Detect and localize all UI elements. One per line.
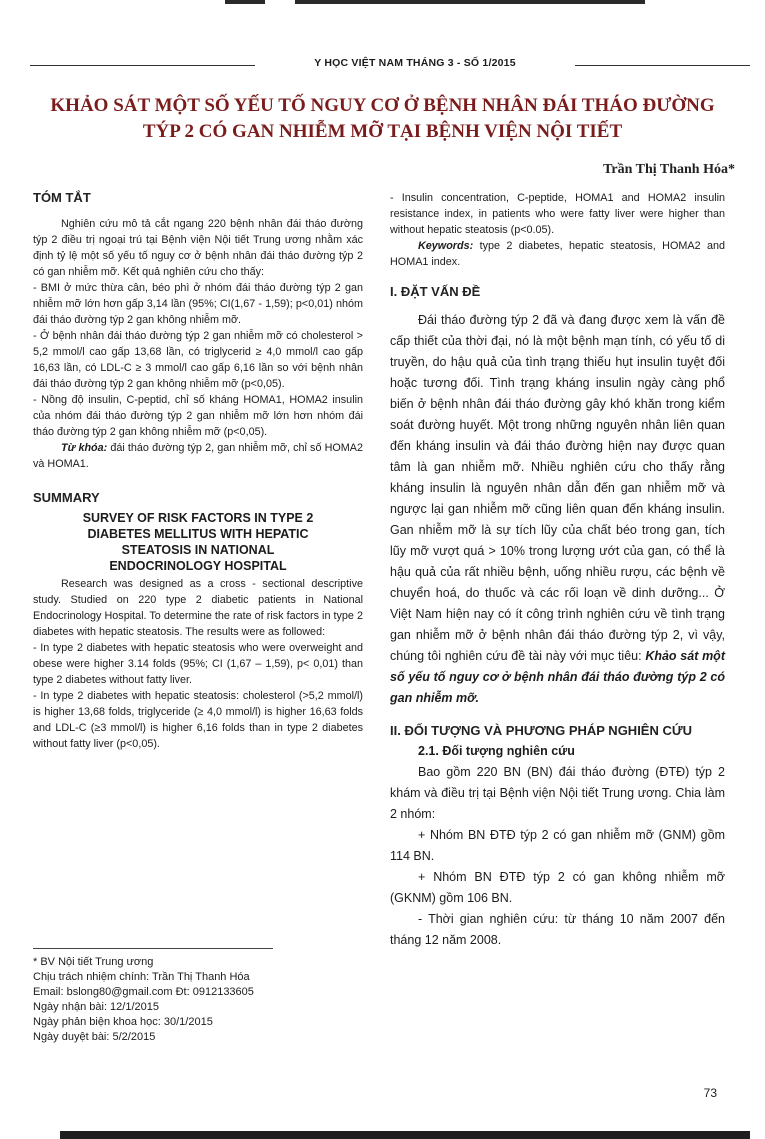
summary-bullet-3: - Insulin concentration, C-peptide, HOMA1 and HOMA2 insulin resistance index, in patients who were fatty liver were higher than without hepatic steatosis (p<0.05). — [390, 192, 725, 236]
title-line-1: KHẢO SÁT MỘT SỐ YẾU TỐ NGUY CƠ Ở BỆNH NHÂN ĐÁI THÁO ĐƯỜNG — [50, 95, 715, 116]
abstract-bullet-2: - Ở bệnh nhân đái tháo đường týp 2 gan nhiễm mỡ có cholesterol > 5,2 mmol/l cao gấp 13,68 lần, có triglycerid ≥ 4,0 mmol/l cao gấp 16,63 lần, có LDL-C ≥ 3 mmol/l cao gấp 6,16 lần so với bệnh nhân đái tháo đường týp 2 gan không nhiễm mỡ (p<0,05). — [33, 330, 363, 390]
summary-bullet-2: - In type 2 diabetes with hepatic steatosis: cholesterol (>5,2 mmol/l) is higher 13,68 folds, triglyceride (≥ 4,0 mmol/l) is higher 16,63 folds and LDL-C (≥3 mmol/l) is higher 6,16 folds than in type 2 diabetes without fatty liver (p<0,05). — [33, 690, 363, 750]
footnote-reviewed: Ngày phản biện khoa học: 30/1/2015 — [33, 1016, 213, 1028]
author-name: Trần Thị Thanh Hóa* — [603, 162, 735, 177]
section-2-p4: - Thời gian nghiên cứu: từ tháng 10 năm 2007 đến tháng 12 năm 2008. — [390, 912, 725, 947]
footnote-accepted: Ngày duyệt bài: 5/2/2015 — [33, 1031, 156, 1043]
section-1-paragraph — [390, 310, 725, 709]
page-number: 73 — [703, 1086, 717, 1100]
summary-bullet-1: - In type 2 diabetes with hepatic steatosis who were overweight and obese were higher 3.14 folds (95%; CI (1,67 – 1,59), p< 0,01) than type 2 diabetes without fatty liver. — [33, 642, 363, 686]
section-2-1-heading: 2.1. Đối tượng nghiên cứu — [418, 744, 575, 758]
footnote-affiliation: * BV Nội tiết Trung ương — [33, 956, 154, 968]
abstract-intro: Nghiên cứu mô tả cắt ngang 220 bệnh nhân đái tháo đường týp 2 điều trị ngoại trú tại Bệnh viện Nội tiết Trung ương nhằm xác định tỷ lệ một số yếu tố nguy cơ ở bệnh nhân đái tháo đường týp 2 có gan nhiễm mỡ. Kết quả nghiên cứu cho thấy: — [33, 218, 363, 278]
summary-intro: Research was designed as a cross - sectional descriptive study. Studied on 220 type 2 diabetic patients in National Endocrinology Hospital. To determine the rate of risk factors in type 2 diabetes with hepatic steatosis. The results were as followed: — [33, 578, 363, 638]
keywords-label: Từ khóa: — [61, 442, 108, 454]
scan-artifact-top — [225, 0, 645, 4]
summary-title-line-4: ENDOCRINOLOGY HOSPITAL — [109, 559, 287, 573]
section-2-heading: II. ĐỐI TƯỢNG VÀ PHƯƠNG PHÁP NGHIÊN CỨU — [390, 723, 693, 738]
title-line-2: TÝP 2 CÓ GAN NHIỄM MỠ TẠI BỆNH VIỆN NỘI TIẾT — [142, 121, 623, 142]
section-1-heading: I. ĐẶT VẤN ĐỀ — [390, 284, 481, 299]
summary-title-line-2: DIABETES MELLITUS WITH HEPATIC — [87, 527, 309, 541]
journal-header: Y HỌC VIỆT NAM THÁNG 3 - SỐ 1/2015 — [314, 57, 516, 69]
footnote-received: Ngày nhận bài: 12/1/2015 — [33, 1001, 159, 1013]
keywords-label-en: Keywords: — [418, 240, 474, 252]
footnote-corresponding: Chịu trách nhiệm chính: Trần Thị Thanh Hóa — [33, 971, 250, 983]
section-1-objective: Khảo sát một số yếu tố nguy cơ ở bệnh nhân đái tháo đường týp 2 có gan nhiễm mỡ. — [390, 649, 725, 705]
abstract-keywords — [33, 440, 363, 472]
section-2-p3: + Nhóm BN ĐTĐ týp 2 có gan không nhiễm mỡ (GKNM) gồm 106 BN. — [390, 870, 725, 905]
summary-title-line-3: STEATOSIS IN NATIONAL — [121, 543, 275, 557]
summary-title — [33, 510, 363, 574]
keywords-text-en: type 2 diabetes, hepatic steatosis, HOMA2 and HOMA1 index. — [390, 240, 725, 268]
running-head — [30, 57, 750, 73]
summary-keywords — [390, 238, 725, 270]
footnote — [33, 948, 333, 1045]
section-2-p1: Bao gồm 220 BN (BN) đái tháo đường (ĐTĐ) týp 2 khám và điều trị tại Bệnh viện Nội tiết Trung ương. Chia làm 2 nhóm: — [390, 765, 725, 821]
keywords-text: đái tháo đường týp 2, gan nhiễm mỡ, chỉ số HOMA2 và HOMA1. — [33, 442, 363, 470]
section-2-p2: + Nhóm BN ĐTĐ týp 2 có gan nhiễm mỡ (GNM) gồm 114 BN. — [390, 828, 725, 863]
section-1-body: Đái tháo đường týp 2 đã và đang được xem là vấn đề cấp thiết của thời đại, nó là một bệnh mạn tính, có yếu tố di truyền, do hậu quả của tình trạng thiếu hụt insulin tuyệt đối hoặc tương đối. Tình trạng kháng insulin ngày càng phổ biến ở bệnh nhân đái tháo đường gây khó khăn trong kiểm soát đường huyết. Một trong những nguyên nhân liên quan đến kháng insulin và đái tháo đường hiện nay được quan tâm là gan nhiễm mỡ. Nhiều nghiên cứu cho thấy rằng kháng insulin là nguyên nhân dẫn đến gan nhiễm mỡ và ngược lại gan nhiễm mỡ cũng liên quan đến kháng insulin. Gan nhiễm mỡ là sự tích lũy của chất béo trong gan, tích lũy mỡ vượt quá > 10% trong lượng ướt của gan, có thể là hậu quả của rất nhiều bệnh, uống nhiều rượu, các bệnh về chuyển hoá, do thuốc và các rối loạn về dinh dưỡng... Ở Việt Nam hiện nay có ít công trình nghiên cứu về tình trạng gan nhiễm mỡ ở bệnh nhân đái tháo đường týp 2, vì vậy, chúng tôi nghiên cứu đề tài này với mục tiêu: — [390, 313, 725, 663]
abstract-heading: TÓM TẮT — [33, 190, 91, 205]
article-title — [30, 93, 735, 145]
footnote-contact: Email: bslong80@gmail.com Đt: 0912133605 — [33, 986, 254, 998]
scan-artifact-bottom — [60, 1131, 750, 1139]
abstract-bullet-1: - BMI ở mức thừa cân, béo phì ở nhóm đái tháo đường týp 2 gan nhiễm mỡ lớn hơn gấp 3,14 lần (95%; CI(1,67 - 1,59); p<0,01) nhóm đái tháo đường týp 2 gan không nhiễm mỡ. — [33, 282, 363, 326]
left-column — [33, 190, 363, 752]
right-column — [390, 190, 725, 951]
abstract-bullet-3: - Nồng độ insulin, C-peptid, chỉ số kháng HOMA1, HOMA2 insulin của nhóm đái tháo đường týp 2 gan nhiễm mỡ lớn hơn nhóm đái tháo đường týp 2 gan không nhiễm mỡ (p<0,05). — [33, 394, 363, 438]
summary-heading: SUMMARY — [33, 490, 100, 505]
summary-title-line-1: SURVEY OF RISK FACTORS IN TYPE 2 — [82, 511, 314, 525]
